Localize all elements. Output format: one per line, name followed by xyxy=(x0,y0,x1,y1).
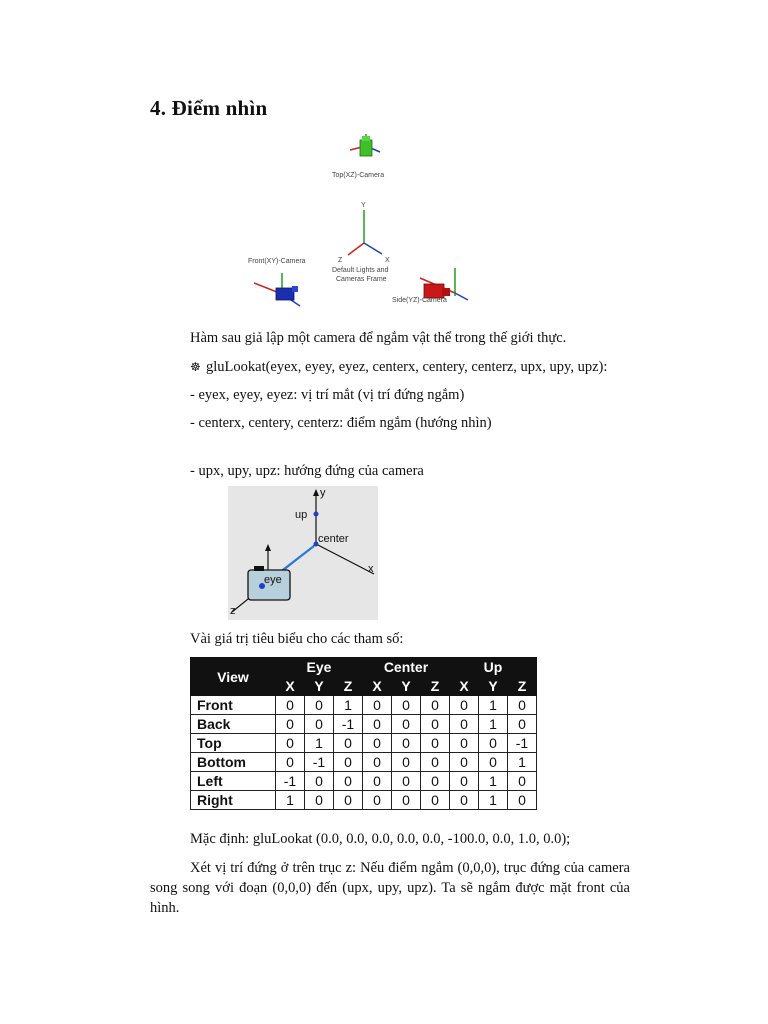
table-cell: 0 xyxy=(450,772,479,791)
table-cell: 0 xyxy=(363,791,392,810)
table-cell: 0 xyxy=(479,753,508,772)
table-row xyxy=(191,753,537,772)
z-axis-label: z xyxy=(230,605,236,617)
table-cell: 0 xyxy=(421,791,450,810)
function-signature-line xyxy=(190,358,607,376)
front-camera-icon xyxy=(254,273,300,306)
default-line: Mặc định: gluLookat (0.0, 0.0, 0.0, 0.0, 0.0, -100.0, 0.0, 1.0, 0.0); xyxy=(190,831,571,847)
table-cell: 0 xyxy=(334,772,363,791)
table-cell: 0 xyxy=(276,734,305,753)
table-row xyxy=(191,734,537,753)
table-cell: -1 xyxy=(305,753,334,772)
eye-label: eye xyxy=(264,574,282,586)
table-row xyxy=(191,791,537,810)
intro-paragraph: Hàm sau giả lập một camera để ngắm vật thể trong thế giới thực. xyxy=(190,330,567,346)
row-view-label: Left xyxy=(191,772,276,791)
table-cell: 0 xyxy=(450,791,479,810)
table-cell: 0 xyxy=(421,715,450,734)
table-cell: 0 xyxy=(363,753,392,772)
row-view-label: Back xyxy=(191,715,276,734)
sub-header: X xyxy=(450,677,479,696)
table-cell: 0 xyxy=(334,791,363,810)
table-cell: 0 xyxy=(363,734,392,753)
header-up: Up xyxy=(450,658,537,677)
table-cell: 0 xyxy=(450,734,479,753)
table-cell: 1 xyxy=(479,772,508,791)
row-view-label: Right xyxy=(191,791,276,810)
row-view-label: Bottom xyxy=(191,753,276,772)
table-cell: 0 xyxy=(508,772,537,791)
x-axis-label: x xyxy=(368,563,374,575)
axis-y-label: Y xyxy=(361,202,366,209)
table-cell: 0 xyxy=(450,715,479,734)
table-cell: 1 xyxy=(479,715,508,734)
header-view: View xyxy=(191,658,276,696)
header-eye: Eye xyxy=(276,658,363,677)
closing-paragraph xyxy=(150,858,630,918)
bullet-icon: ☸ xyxy=(190,360,201,374)
eye-description: - eyex, eyey, eyez: vị trí mắt (vị trí đứng ngắm) xyxy=(190,387,465,403)
table-cell: 0 xyxy=(421,734,450,753)
table-cell: 1 xyxy=(479,791,508,810)
row-view-label: Front xyxy=(191,696,276,715)
table-cell: 1 xyxy=(508,753,537,772)
table-cell: 0 xyxy=(392,791,421,810)
center-description: - centerx, centery, centerz: điểm ngắm (hướng nhìn) xyxy=(190,415,492,431)
y-axis-label: y xyxy=(320,487,326,499)
center-frame-label-1: Default Lights and xyxy=(332,267,389,274)
table-cell: -1 xyxy=(276,772,305,791)
table-cell: 0 xyxy=(450,753,479,772)
table-cell: 0 xyxy=(305,772,334,791)
sub-header: Y xyxy=(305,677,334,696)
closing-text: Xét vị trí đứng ở trên trục z: Nếu điểm ngắm (0,0,0), trục đứng của camera song song với đoạn (0,0,0) đến (upx, upy, upz). Ta sẽ ngắm được mặt front của hình. xyxy=(150,860,630,916)
table-cell: 0 xyxy=(334,734,363,753)
sub-header: X xyxy=(363,677,392,696)
table-group-header-row xyxy=(191,658,537,677)
table-body xyxy=(191,696,537,810)
table-cell: 1 xyxy=(305,734,334,753)
axis-z-label: Z xyxy=(338,257,343,264)
top-camera-label: Top(XZ)-Camera xyxy=(332,172,385,179)
sub-header: Z xyxy=(508,677,537,696)
table-cell: 0 xyxy=(334,753,363,772)
table-cell: 0 xyxy=(305,715,334,734)
table-cell: -1 xyxy=(334,715,363,734)
table-intro: Vài giá trị tiêu biểu cho các tham số: xyxy=(190,631,404,647)
sub-header: Y xyxy=(392,677,421,696)
table-cell: -1 xyxy=(508,734,537,753)
table-cell: 1 xyxy=(276,791,305,810)
section-heading: 4. Điểm nhìn xyxy=(150,96,268,120)
table-cell: 0 xyxy=(508,791,537,810)
header-center: Center xyxy=(363,658,450,677)
side-camera-label: Side(YZ)-Camera xyxy=(392,297,447,304)
table-cell: 1 xyxy=(334,696,363,715)
table-row xyxy=(191,715,537,734)
front-camera-label: Front(XY)-Camera xyxy=(248,258,306,265)
table-cell: 0 xyxy=(305,696,334,715)
sub-header: X xyxy=(276,677,305,696)
table-cell: 0 xyxy=(392,753,421,772)
table-cell: 0 xyxy=(276,753,305,772)
table-row xyxy=(191,772,537,791)
sub-header: Y xyxy=(479,677,508,696)
table-cell: 0 xyxy=(392,772,421,791)
table-cell: 0 xyxy=(363,715,392,734)
table-cell: 0 xyxy=(450,696,479,715)
up-label: up xyxy=(295,509,308,521)
table-cell: 0 xyxy=(276,696,305,715)
center-frame-label-2: Cameras Frame xyxy=(336,276,387,283)
top-camera-icon xyxy=(350,134,380,156)
table-row xyxy=(191,696,537,715)
sub-header: Z xyxy=(334,677,363,696)
table-cell: 0 xyxy=(508,696,537,715)
table-cell: 0 xyxy=(392,715,421,734)
table-cell: 0 xyxy=(508,715,537,734)
parameter-table xyxy=(190,657,537,810)
table-cell: 0 xyxy=(479,734,508,753)
table-cell: 1 xyxy=(479,696,508,715)
function-signature: gluLookat(eyex, eyey, eyez, centerx, centery, centerz, upx, upy, upz): xyxy=(206,359,608,375)
sub-header: Z xyxy=(421,677,450,696)
table-cell: 0 xyxy=(421,696,450,715)
camera-lookat-diagram xyxy=(228,486,378,620)
table-cell: 0 xyxy=(392,696,421,715)
table-cell: 0 xyxy=(421,772,450,791)
table-cell: 0 xyxy=(363,772,392,791)
camera-frames-diagram xyxy=(240,128,480,318)
table-cell: 0 xyxy=(421,753,450,772)
center-label: center xyxy=(318,533,349,545)
table-cell: 0 xyxy=(305,791,334,810)
row-view-label: Top xyxy=(191,734,276,753)
table-cell: 0 xyxy=(276,715,305,734)
side-camera-icon xyxy=(420,268,468,300)
up-description: - upx, upy, upz: hướng đứng của camera xyxy=(190,463,424,479)
axis-x-label: X xyxy=(385,257,390,264)
table-cell: 0 xyxy=(363,696,392,715)
center-axes-icon xyxy=(348,210,382,255)
table-cell: 0 xyxy=(392,734,421,753)
